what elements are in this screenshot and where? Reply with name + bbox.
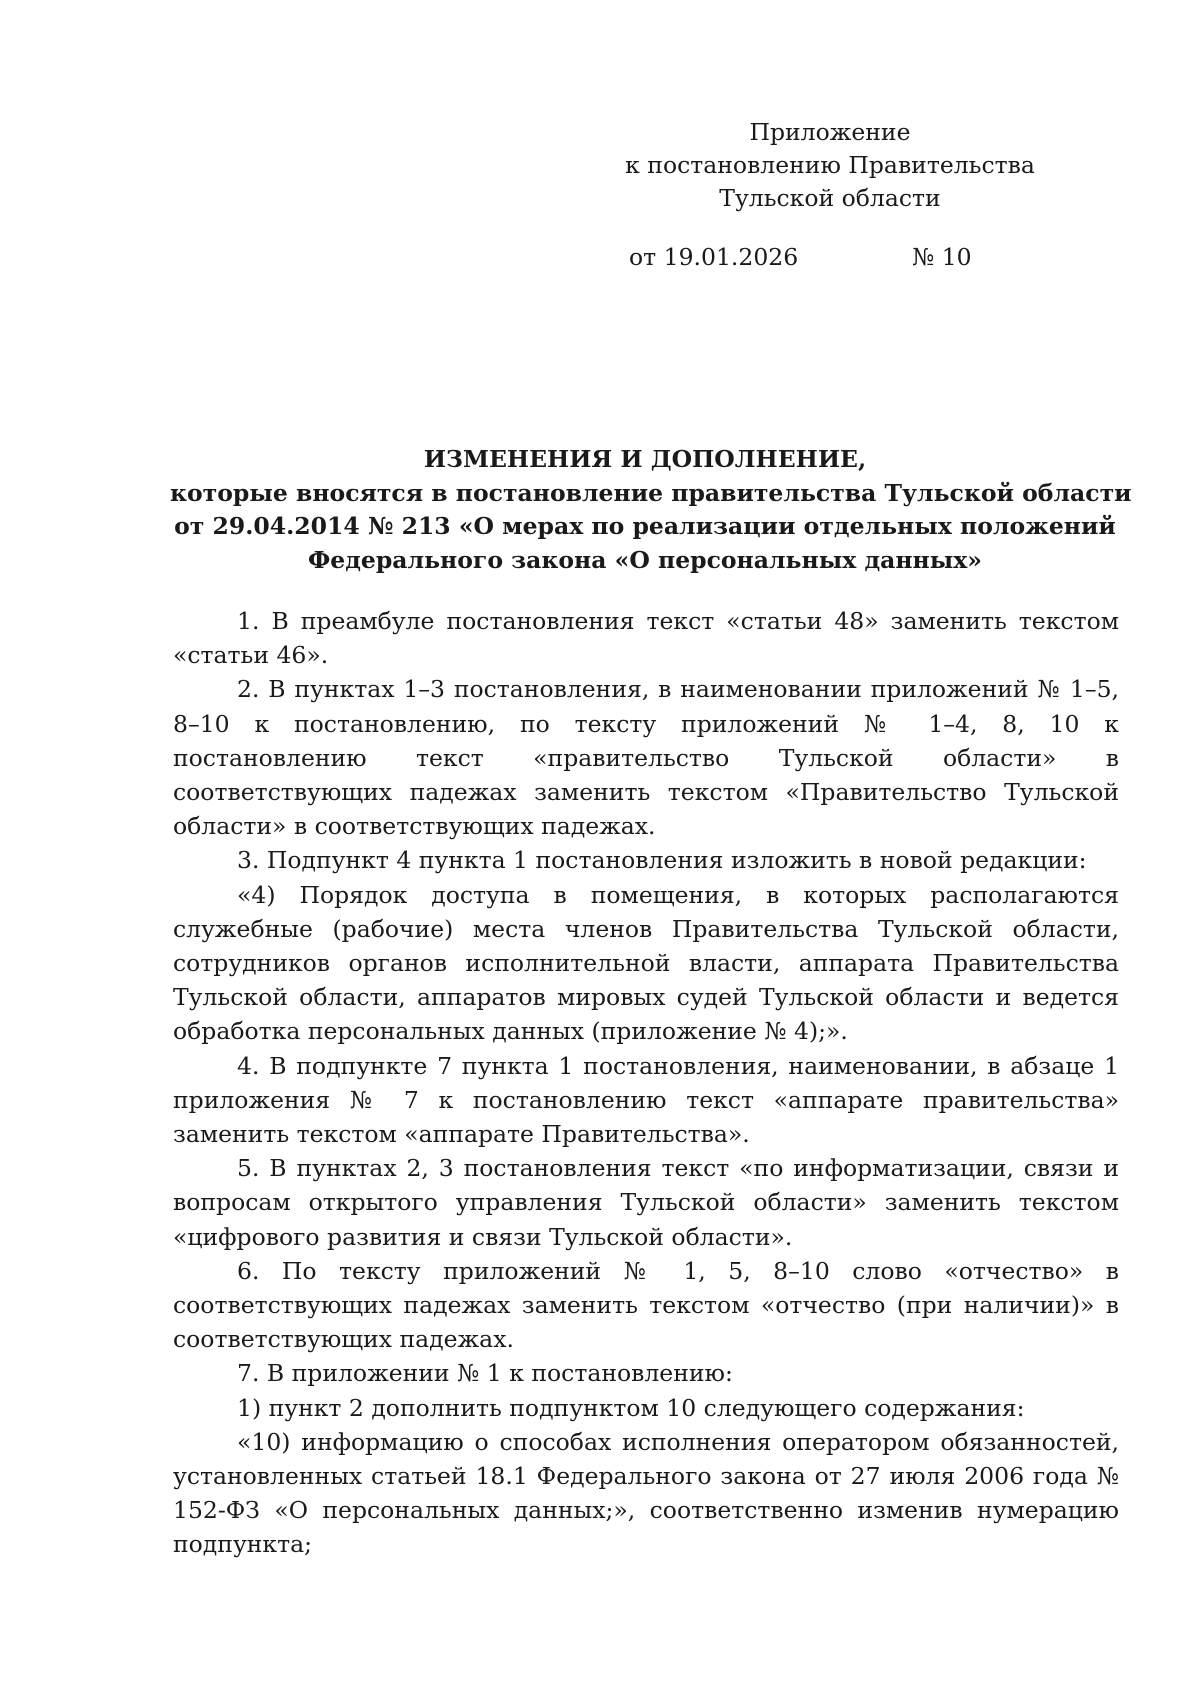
document-body [173, 604, 1119, 1562]
paragraph-7: 7. В приложении № 1 к постановлению: [237, 1359, 733, 1388]
title-line-1: ИЗМЕНЕНИЯ И ДОПОЛНЕНИЕ, [423, 445, 867, 473]
paragraph-6: 6. По тексту приложений № 1, 5, 8–10 слово «отчество» в соответствующих падежах заменить текстом «отчество (при наличии)» в соответствующих падежах. [173, 1256, 1119, 1354]
paragraph-5: 5. В пунктах 2, 3 постановления текст «по информатизации, связи и вопросам открытого управления Тульской области» заменить текстом «цифрового развития и связи Тульской области». [173, 1154, 1119, 1251]
approval-stamp [600, 116, 1060, 215]
stamp-date: от 19.01.2026 [629, 243, 799, 271]
title-line-4: Федерального закона «О персональных данных» [308, 545, 982, 574]
stamp-number: № 10 [912, 243, 972, 271]
stamp-resolution-label: к постановлению Правительства [625, 151, 1035, 179]
paragraph-3: 3. Подпункт 4 пункта 1 постановления изложить в новой редакции: [237, 846, 1087, 875]
document-title [170, 443, 1132, 577]
paragraph-7-item-1: 1) пункт 2 дополнить подпунктом 10 следующего содержания: [237, 1393, 1025, 1422]
title-line-3: от 29.04.2014 № 213 «О мерах по реализации отдельных положений [174, 512, 1116, 540]
paragraph-1: 1. В преамбуле постановления текст «статьи 48» заменить текстом «статьи 46». [173, 607, 1119, 670]
paragraph-3-quote: «4) Порядок доступа в помещения, в которых располагаются служебные (рабочие) места членов Правительства Тульской области, сотрудников органов исполнительной власти, аппарата Правительства Тульской области, аппаратов мировых судей Тульской области и ведется обработка персональных данных (приложение № 4);». [173, 880, 1119, 1046]
stamp-region-label: Тульской области [719, 184, 941, 212]
paragraph-2: 2. В пунктах 1–3 постановления, в наименовании приложений № 1–5, 8–10 к постановлению, по тексту приложений № 1–4, 8, 10 к постановлению текст «правительство Тульской области» в соответствующих падежах заменить текстом «Правительство Тульской области» в соответствующих падежах. [173, 675, 1119, 841]
stamp-appendix-label: Приложение [749, 118, 911, 146]
paragraph-4: 4. В подпункте 7 пункта 1 постановления, наименовании, в абзаце 1 приложения № 7 к постановлению текст «аппарате правительства» заменить текстом «аппарате Правительства». [173, 1051, 1119, 1149]
title-line-2: которые вносятся в постановление правительства Тульской области [170, 478, 1132, 507]
paragraph-7-item-1-quote: «10) информацию о способах исполнения оператором обязанностей, установленных статьей 18.1 Федерального закона от 27 июля 2006 года № 152-ФЗ «О персональных данных;», соответственно изменив нумерацию подпункта; [173, 1427, 1119, 1559]
